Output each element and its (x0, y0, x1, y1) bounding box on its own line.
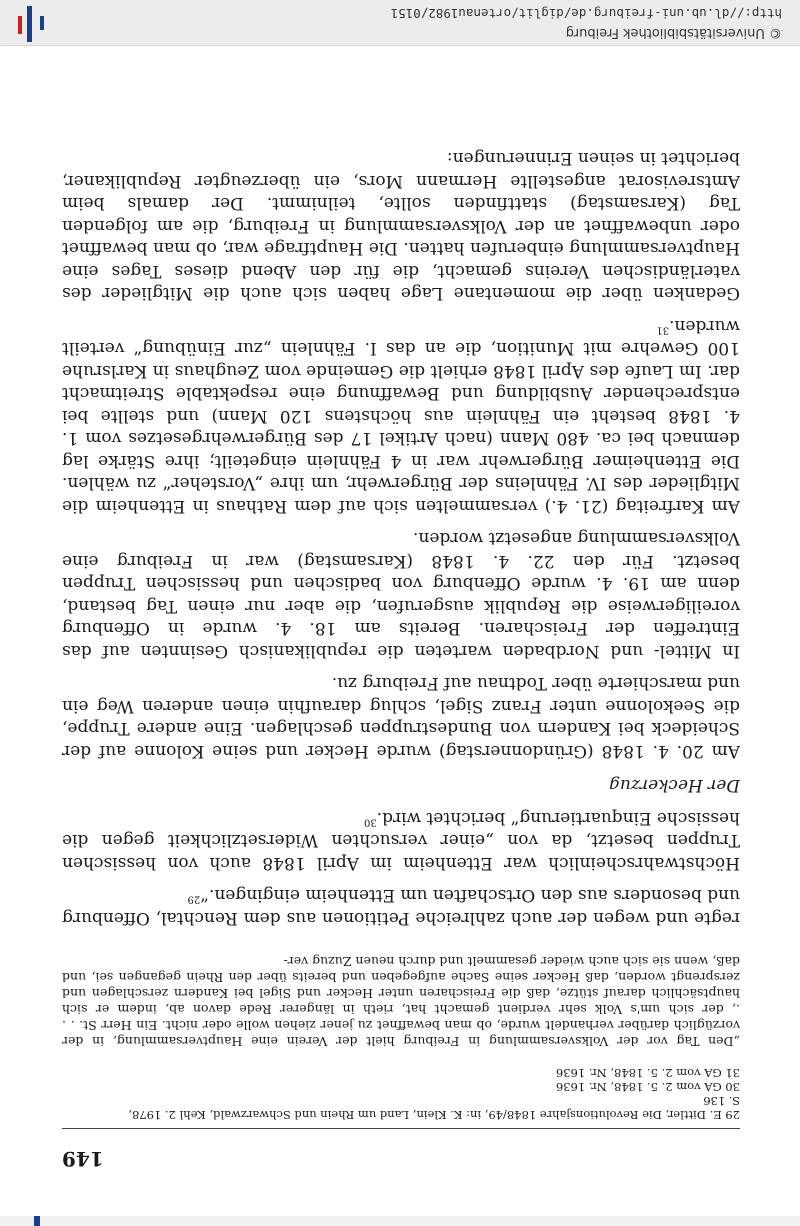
scan-edge (0, 1216, 800, 1226)
page-number: 149 (62, 1147, 104, 1171)
footnote-31: 31 GA vom 2. 5. 1848, Nr. 1636 (555, 1066, 740, 1080)
footnote-29: 29 E. Dittler, Die Revolutionsjahre 1848/49, in: K. Klein, Land um Rhein und Schwarzwald, Kehl 2. 1978, (128, 1108, 740, 1122)
paragraph (62, 315, 740, 518)
copyright-text: © Universitätsbibliothek Freiburg (565, 25, 782, 40)
permalink-url[interactable]: http://dl.ub.uni-freiburg.de/diglit/ortenau1982/0151 (390, 6, 782, 21)
paragraph: In Mittel- und Nordbaden warteten die republikanisch Gesinnten auf das Eintreffen der Freischaren. Bereits am 18. 4. wurde in Offenburg voreiligerweise die Republik ausgerufen, die aber nur einen Tag bestand, denn am 19. 4. wurde Offenburg von badischen und hessischen Truppen besetzt. Für den 22. 4. 1848 (Karsamstag) war in Freiburg eine Volksversammlung angesetzt worden. (62, 528, 740, 661)
footnote-ref: 30 (363, 816, 377, 828)
document-page (62, 71, 740, 1171)
paragraph-text: Höchstwahrscheinlich war Ettenheim im April 1848 auch von hessischen Truppen besetzt, da von „einer versuchten Widersetzlichkeit gegen die hessische Einquartierung“ berichtet wird. (62, 808, 740, 873)
block-quote: „Den Tag vor der Volksversammlung in Freiburg hielt der Verein eine Hauptversammlung, in der vorzüglich darüber verhandelt wurde, ob man bewaffnet zu jener ziehen wolle oder nicht. Ein Herr St. . . ., der sich um's Volk sehr verdient gemacht hat, rieth in längerer Rede davon ab, indem er sich hauptsächlich darauf stütze, daß die Freischaren unter Hecker und Sigel bei Kandern zerschlagen und zersprengt worden, daß Hecker seine Sache aufgegeben und bereits über den Rhein gegangen sei, und daß, wenn sie sich auch wieder gesammelt und durch neuen Zuzug ver- (62, 954, 740, 1049)
section-heading: Der Heckerzug (609, 775, 740, 796)
paragraph: Gedanken über die momentane Lage haben sich auch die Mitglieder des vaterländischen Vereins gemacht, die für den Abend dieses Tages eine Hauptversammlung einberufen hatten. Die Hauptfrage war, ob man bewaffnet oder unbewaffnet an der Volksversammlung in Freiburg, die am folgenden Tag (Karsamstag) stattfinden sollte, teilnimmt. Der damals beim Amtsrevisorat angestellte Hermann Mors, ein überzeugter Republikaner, berichtet in seinen Erinnerungen: (62, 148, 740, 304)
footnotes (62, 1066, 740, 1129)
footnote-30: 30 GA vom 2. 5. 1848, Nr. 1636 (555, 1080, 740, 1094)
footnote-ref: 31 (656, 324, 670, 336)
paragraph (62, 884, 740, 929)
footnote-29-page: S. 136 (703, 1094, 740, 1108)
paragraph: Am 20. 4. 1848 (Gründonnerstag) wurde Hecker und seine Kolonne auf der Scheideck bei Kandern von Bundestruppen geschlagen. Eine andere Truppe, die Seekolonne unter Franz Sigel, schlug daraufhin einen anderen Weg ein und marschierte über Todtnau auf Freiburg zu. (62, 673, 740, 761)
paragraph (62, 807, 740, 875)
university-logo-icon (10, 4, 50, 44)
body-text (62, 137, 740, 929)
paragraph-text: Am Karfreitag (21. 4.) versammelten sich auf dem Rathaus in Ettenheim die Mitglieder des IV. Fähnleins der Bürgerwehr, um ihre „Vorsteher“ zu wählen. Die Ettenheimer Bürgerwehr war in 4 Fähnlein eingeteilt; ihre Stärke lag demnach bei ca. 480 Mann (nach Artikel 17 des Bürgerwehrgesetzes vom 1. 4. 1848 besteht ein Fähnlein aus höchstens 120 Mann) und stellte bei entsprechender Ausbildung und Bewaffnung eine respektable Streitmacht dar. Im Laufe des April 1848 erhielt die Gemeinde vom Zeughaus in Karlsruhe 100 Gewehre mit Munition, die an das I. Fähnlein „zur Einübung“ verteilt wurden. (62, 316, 740, 516)
footnote-ref: 29 (187, 894, 201, 906)
paragraph-text: regte und wegen der auch zahlreiche Petitionen aus dem Renchtal, Offenburg und besonders aus den Ortschaften um Ettenheim einging​en.“ (62, 885, 740, 928)
footnote-rule (62, 1128, 740, 1129)
edge-mark (34, 1216, 40, 1226)
